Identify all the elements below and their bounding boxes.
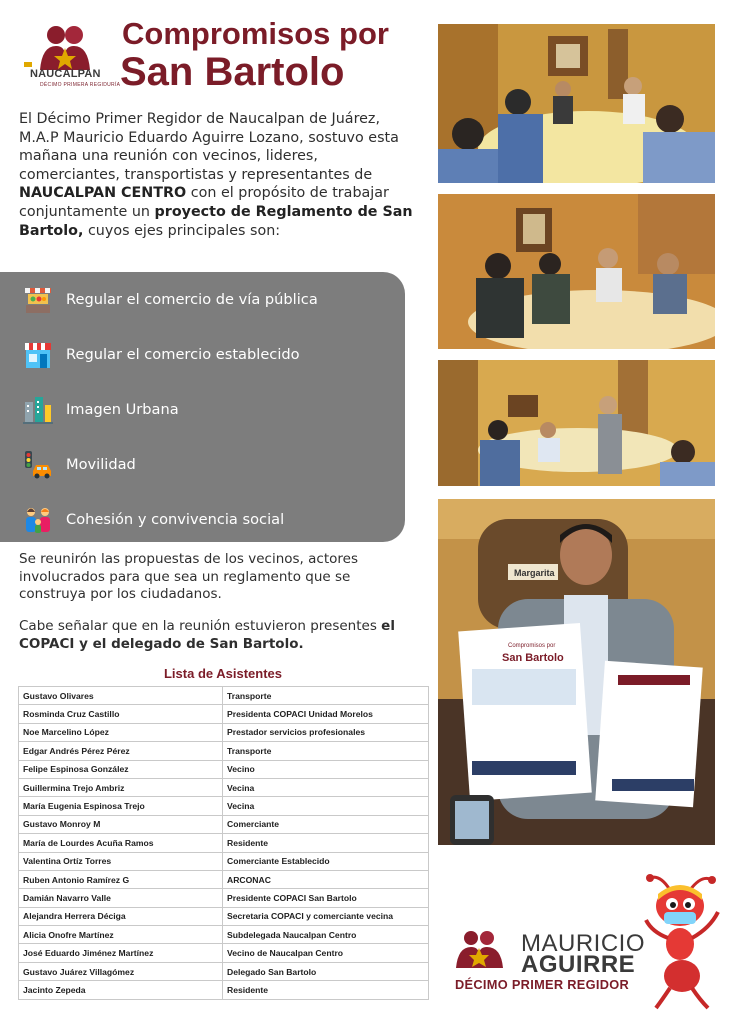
intro-text-1: El Décimo Primer Regidor de Naucalpan de Juárez, M.A.P Mauricio Eduardo Aguirre Lozano, sostuvo esta mañana una reunión con vecinos, lideres, comerciantes, transportistas y representantes de xyxy=(19,111,399,183)
signature-name-1: MAURICIO xyxy=(521,930,645,957)
attendee-name: Noe Marcelino López xyxy=(19,723,223,741)
axis-item-social-cohesion xyxy=(0,500,405,540)
attendee-role: Transporte xyxy=(223,742,429,760)
attendee-role: Residente xyxy=(223,981,429,999)
logo-subtitle: DÉCIMO PRIMERA REGIDURÍA xyxy=(40,82,121,88)
table-row xyxy=(19,870,429,888)
storefront-icon xyxy=(22,339,54,371)
attendee-role: Vecina xyxy=(223,778,429,796)
signature-role: DÉCIMO PRIMER REGIDOR xyxy=(455,977,630,992)
attendance-bold: el COPACI y el delegado de San Bartolo. xyxy=(19,618,395,652)
attendee-role: Prestador servicios profesionales xyxy=(223,723,429,741)
attendee-name: María Eugenia Espinosa Trejo xyxy=(19,797,223,815)
attendee-role: Vecino xyxy=(223,760,429,778)
attendee-name: Valentina Ortíz Torres xyxy=(19,852,223,870)
table-row xyxy=(19,760,429,778)
axis-item-mobility xyxy=(0,445,405,485)
attendee-name: José Eduardo Jiménez Martínez xyxy=(19,944,223,962)
attendee-name: Gustavo Juárez Villagómez xyxy=(19,962,223,980)
table-row xyxy=(19,797,429,815)
logo-text: NAUCALPAN xyxy=(30,68,101,80)
axis-label: Imagen Urbana xyxy=(66,401,179,418)
attendee-name: Alicia Onofre Martínez xyxy=(19,926,223,944)
attendee-role: Comerciante xyxy=(223,815,429,833)
attendance-paragraph xyxy=(19,618,419,653)
attendee-name: Guillermina Trejo Ambriz xyxy=(19,778,223,796)
table-row xyxy=(19,907,429,925)
table-row xyxy=(19,926,429,944)
table-row xyxy=(19,705,429,723)
axes-panel xyxy=(0,272,405,542)
city-icon xyxy=(22,394,54,426)
axis-label: Regular el comercio establecido xyxy=(66,346,300,363)
attendees-table xyxy=(18,686,429,1000)
table-row xyxy=(19,852,429,870)
doc-title-a: Compromisos por xyxy=(508,643,556,649)
attendee-name: Rosminda Cruz Castillo xyxy=(19,705,223,723)
signature-name-2: AGUIRRE xyxy=(521,951,636,978)
attendee-name: Edgar Andrés Pérez Pérez xyxy=(19,742,223,760)
attendee-role: Secretaria COPACI y comerciante vecina xyxy=(223,907,429,925)
traffic-light-car-icon xyxy=(22,449,54,481)
attendee-name: Ruben Antonio Ramírez G xyxy=(19,870,223,888)
meeting-photo-1 xyxy=(438,24,715,183)
attendee-name: Gustavo Monroy M xyxy=(19,815,223,833)
attendees-title: Lista de Asistentes xyxy=(163,666,282,681)
attendee-name: Felipe Espinosa González xyxy=(19,760,223,778)
attendee-role: Presidenta COPACI Unidad Morelos xyxy=(223,705,429,723)
street-stall-icon xyxy=(22,284,54,316)
table-row xyxy=(19,742,429,760)
table-row xyxy=(19,834,429,852)
attendee-name: Damián Navarro Valle xyxy=(19,889,223,907)
attendee-role: Vecino de Naucalpan Centro xyxy=(223,944,429,962)
axis-label: Cohesión y convivencia social xyxy=(66,511,285,528)
axis-item-street-commerce xyxy=(0,280,405,320)
attendee-name: Alejandra Herrera Déciga xyxy=(19,907,223,925)
attendee-name: Gustavo Olivares xyxy=(19,687,223,705)
table-row xyxy=(19,687,429,705)
page-title-line1: Compromisos por xyxy=(122,16,389,51)
attendee-role: Delegado San Bartolo xyxy=(223,962,429,980)
proposals-paragraph: Se reunirón las propuestas de los vecinos, actores involucrados para que sea un reglamento que se construya por los ciudadanos. xyxy=(19,551,358,603)
table-row xyxy=(19,889,429,907)
attendee-role: Presidente COPACI San Bartolo xyxy=(223,889,429,907)
attendee-role: Subdelegada Naucalpan Centro xyxy=(223,926,429,944)
intro-text-2: con el propósito de trabajar conjuntamente un xyxy=(19,185,389,220)
presenter-photo xyxy=(438,499,715,845)
attendee-role: Transporte xyxy=(223,687,429,705)
page-title-line2: San Bartolo xyxy=(120,50,345,94)
table-row xyxy=(19,723,429,741)
table-row xyxy=(19,778,429,796)
table-row xyxy=(19,962,429,980)
meeting-photo-3 xyxy=(438,360,715,486)
intro-bold-2: proyecto de Reglamento de San Bartolo, xyxy=(19,203,413,239)
attendee-role: Comerciante Establecido xyxy=(223,852,429,870)
axis-item-urban-image xyxy=(0,390,405,430)
intro-paragraph xyxy=(19,110,419,240)
intro-text-3: cuyos ejes principales son: xyxy=(83,222,281,239)
attendee-role: Vecina xyxy=(223,797,429,815)
attendee-name: Jacinto Zepeda xyxy=(19,981,223,999)
attendee-role: Residente xyxy=(223,834,429,852)
family-icon xyxy=(22,504,54,536)
attendee-name: María de Lourdes Acuña Ramos xyxy=(19,834,223,852)
sign-text: Margarita xyxy=(514,568,555,578)
doc-title-b: San Bartolo xyxy=(502,652,564,664)
table-row xyxy=(19,815,429,833)
table-row xyxy=(19,944,429,962)
axis-label: Regular el comercio de vía pública xyxy=(66,291,318,308)
attendance-text: Cabe señalar que en la reunión estuvieron presentes xyxy=(19,618,382,634)
intro-bold-1: NAUCALPAN CENTRO xyxy=(19,185,187,202)
meeting-photo-2 xyxy=(438,194,715,349)
ant-mascot-icon xyxy=(640,872,724,1012)
axis-label: Movilidad xyxy=(66,456,136,473)
table-row xyxy=(19,981,429,999)
attendee-role: ARCONAC xyxy=(223,870,429,888)
axis-item-established-commerce xyxy=(0,335,405,375)
